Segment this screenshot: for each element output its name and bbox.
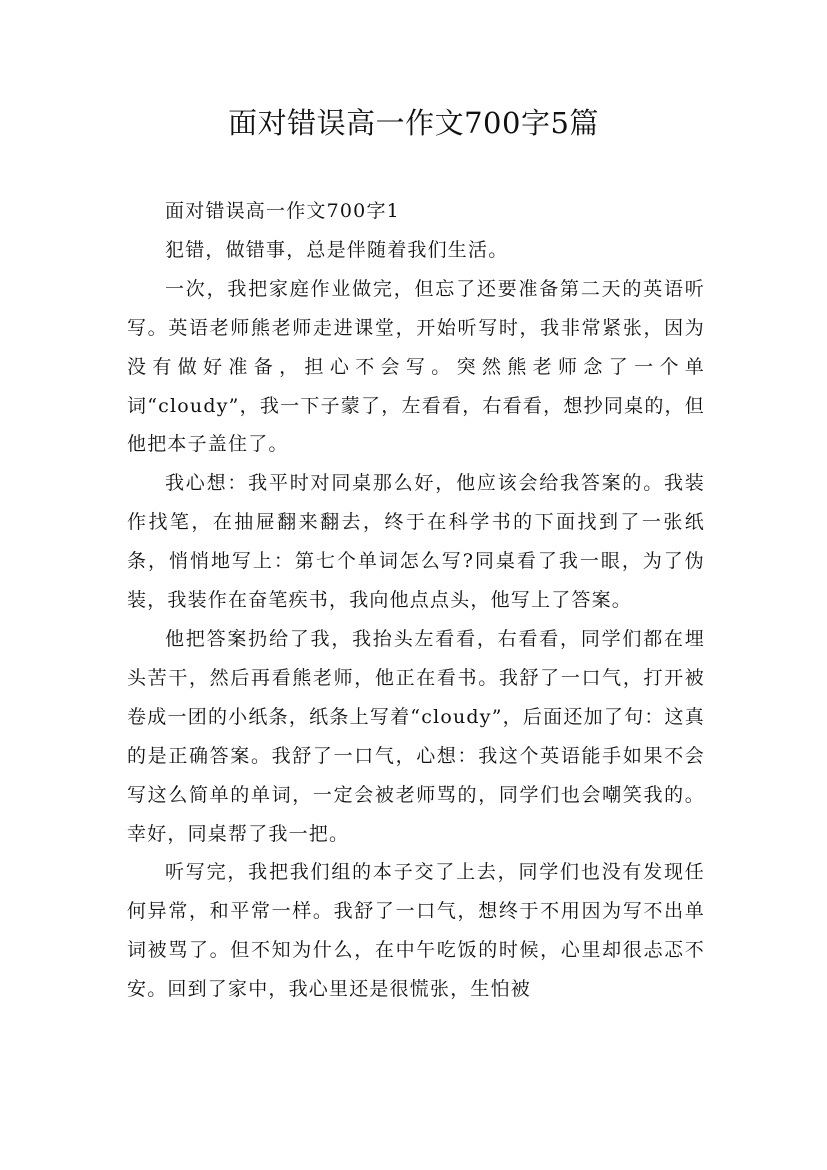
paragraph: 一次，我把家庭作业做完，但忘了还要准备第二天的英语听写。英语老师熊老师走进课堂，开始听写时，我非常紧张，因为没有做好准备，担心不会写。突然熊老师念了一个单词“cloudy”，我一下子蒙了，左看看，右看看，想抄同桌的，但他把本子盖住了。: [127, 277, 705, 456]
paragraph: 他把答案扔给了我，我抬头左看看，右看看，同学们都在埋头苦干，然后再看熊老师，他正在看书。我舒了一口气，打开被卷成一团的小纸条，纸条上写着“cloudy”，后面还加了句：这真的是正确答案。我舒了一口气，心想：我这个英语能手如果不会写这么简单的单词，一定会被老师骂的，同学们也会嘲笑我的。幸好，同桌帮了我一把。: [127, 627, 705, 845]
essay-subtitle: 面对错误高一作文700字1: [165, 200, 400, 222]
document-title: 面对错误高一作文700字5篇: [228, 106, 599, 140]
document-body: [127, 192, 705, 1009]
paragraph: 犯错，做错事，总是伴随着我们生活。: [165, 238, 509, 261]
paragraph: 听写完，我把我们组的本子交了上去，同学们也没有发现任何异常，和平常一样。我舒了一口气，想终于不用因为写不出单词被骂了。但不知为什么，在中午吃饭的时候，心里却很忐忑不安。回到了家中，我心里还是很慌张，生怕被: [127, 861, 705, 1001]
paragraph: 我心想：我平时对同桌那么好，他应该会给我答案的。我装作找笔，在抽屉翻来翻去，终于在科学书的下面找到了一张纸条，悄悄地写上：第七个单词怎么写?同桌看了我一眼，为了伪装，我装作在奋笔疾书，我向他点点头，他写上了答案。: [127, 472, 705, 612]
